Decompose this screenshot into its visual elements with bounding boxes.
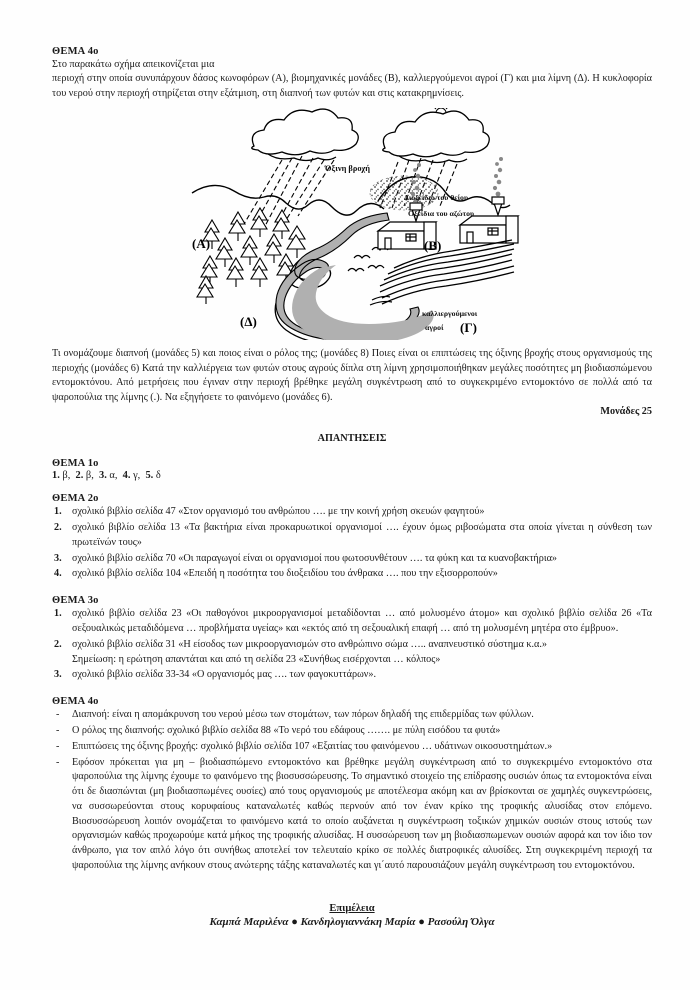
question-intro-line1: Στο παρακάτω σχήμα απεικονίζεται μια <box>52 59 215 70</box>
list-marker: 4. <box>54 568 62 580</box>
question-points: Μονάδες 25 <box>600 406 652 418</box>
theme4-list-item <box>52 724 652 739</box>
figure-label-nitrogen-oxides: Οξείδια του αζώτου <box>408 209 475 219</box>
theme3-list <box>52 607 652 683</box>
list-item-text: Ο ρόλος της διαπνοής: σχολικό βιβλίο σελίδα 88 «Το νερό του εδάφους ……. με πύλη εισόδου τα φυτά» <box>72 724 501 736</box>
list-bullet: - <box>56 709 60 721</box>
list-bullet: - <box>56 740 60 752</box>
footer-name-2: Κανδηλογιαννάκη Μαρία <box>300 916 416 928</box>
figure-label-industry: (Β) <box>424 238 442 254</box>
theme1-item-num-2: 2. <box>75 470 84 482</box>
list-item-note: Σημείωση: η ερώτηση απαντάται και από τη σελίδα 23 «Συνήθως εισέρχονται … κόλπος» <box>72 653 441 665</box>
theme4-list-item <box>52 708 652 723</box>
theme2-list-item <box>52 567 652 582</box>
theme1-item-value-2: β, <box>85 470 94 482</box>
list-marker: 1. <box>54 608 62 620</box>
question-body: Τι ονομάζουμε διαπνοή (μονάδες 5) και ποιος είναι ο ρόλος της; (μονάδες 8) Ποιες είναι οι επιπτώσεις της όξινης βροχής στους οργανισμούς της περιοχής (μονάδες 6) Κατά την καλλιέργεια των φυτών στους αγρούς δίπλα στη λίμνη χρησιμοποιήθηκαν μεγάλες ποσότητες μη βιοδιασπώμενου εντομοκτόνου. Από μετρήσεις που έγιναν στην περιοχή βρέθηκε μεγάλη συγκέντρωση από το συγκεκριμένο εντομοκτόνο σε πολλά από τα ψαροπούλια της λίμνης (.). Να εξηγήσετε το φαινόμενο (μονάδες 6). <box>52 348 652 403</box>
theme2-list-item <box>52 521 652 551</box>
list-bullet: - <box>56 756 60 768</box>
theme1-item-value-3: α, <box>109 470 118 482</box>
footer-name-3: Ρασούλη Όλγα <box>427 916 495 928</box>
theme3-list-item <box>52 638 652 668</box>
list-item-text: σχολικό βιβλίο σελίδα 23 «Οι παθογόνοι μικροοργανισμοί μεταδίδονται … από μολυσμένο άτομο» και σχολικό βιβλίο σελίδα 26 «Τα σεξουαλικώς μεταδιδόμενα … προβλήματα υγείας» και «εκτός από τη σεξουαλική επαφή … από τη μολυσμένη μητέρα στο έμβρυο». <box>72 608 652 635</box>
list-item-text: σχολικό βιβλίο σελίδα 70 «Οι παραγωγοί είναι οι οργανισμοί που φωτοσυνθέτουν …. τα φύκη και τα κυανοβακτήρια» <box>72 552 558 564</box>
list-item-text: σχολικό βιβλίο σελίδα 13 «Τα βακτήρια είναι προκαρυωτικοί οργανισμοί …. έχουν όμως ριβοσώματα στα οποία γίνεται η σύνθεση των πρωτεϊνών τους» <box>72 522 652 548</box>
footer-title: Επιμέλεια <box>329 903 375 914</box>
list-item-text: Επιπτώσεις της όξινης βροχής: σχολικό βιβλίο σελίδα 107 «Εξαιτίας του φαινόμενου … υδάτινων οικοσυστημάτων.» <box>72 740 553 752</box>
theme1-item-value-4: γ, <box>133 470 141 482</box>
theme4-heading: ΘΕΜΑ 4ο <box>52 696 99 708</box>
document-footer <box>52 903 652 928</box>
list-marker: 1. <box>54 506 62 518</box>
theme1-item-num-3: 3. <box>99 470 107 482</box>
figure-label-fields-line2: αγροί <box>425 323 444 333</box>
theme2-list-item <box>52 505 652 520</box>
figure-label-lake: (Δ) <box>240 314 257 330</box>
theme2-list <box>52 505 652 582</box>
theme1-item-value-1: β, <box>62 470 71 482</box>
theme4-list <box>52 708 652 874</box>
theme4-list-item <box>52 740 652 755</box>
list-marker: 3. <box>54 669 62 681</box>
figure-label-acid-rain: Όξινη βροχή <box>325 164 371 174</box>
list-marker: 3. <box>54 552 62 564</box>
theme1-item-num-4: 4. <box>122 470 131 482</box>
list-marker: 2. <box>54 638 62 650</box>
figure-label-sulfur-dioxide: Διοξείδιο του θείου <box>404 193 468 203</box>
list-item-text: σχολικό βιβλίο σελίδα 33-34 «Ο οργανισμός μας …. των φαγοκυττάρων». <box>72 669 377 681</box>
document-content <box>52 46 652 875</box>
theme1-item-value-5: δ <box>155 470 161 482</box>
theme4-list-item <box>52 756 652 874</box>
list-item-text: σχολικό βιβλίο σελίδα 47 «Στον οργανισμό του ανθρώπου …. με την κοινή χρήση σκευών φαγητού» <box>72 506 485 518</box>
theme2-list-item <box>52 552 652 567</box>
footer-separator: ● <box>418 916 425 928</box>
question-heading: ΘΕΜΑ 4ο <box>52 46 99 57</box>
theme1-item-num-5: 5. <box>145 470 154 482</box>
figure-label-fields-line1: καλλιεργούμενοι <box>422 309 478 319</box>
list-item-text: σχολικό βιβλίο σελίδα 104 «Επειδή η ποσότητα του διοξειδίου του άνθρακα …. που την εξισορροπούν» <box>72 568 498 580</box>
list-bullet: - <box>56 724 60 736</box>
cloud-right-shape <box>383 112 490 163</box>
smoke-plume-right <box>493 157 503 196</box>
figure-container <box>52 108 652 340</box>
theme1-item-num-1: 1. <box>52 470 60 482</box>
list-item-text: Διαπνοή: είναι η απομάκρυνση του νερού μέσω των στομάτων, των πόρων δηλαδή της επιδερμίδας των φύλλων. <box>72 709 534 721</box>
theme3-list-item <box>52 607 652 637</box>
theme3-heading: ΘΕΜΑ 3ο <box>52 595 99 607</box>
footer-names <box>52 916 652 928</box>
question-intro-line2: περιοχή στην οποία συνυπάρχουν δάσος κωνοφόρων (Α), βιομηχανικές μονάδες (Β), καλλιεργούμενοι αγροί (Γ) και μια λίμνη (Δ). Η κυκλοφορία του νερού στην περιοχή στηρίζεται στην εξάτμιση, στη διαπνοή των φυτών και στις κατακρημνίσεις. <box>52 73 652 99</box>
footer-name-1: Καμπά Μαριλένα <box>209 916 289 928</box>
theme3-list-item <box>52 668 652 683</box>
factory-right <box>460 197 518 243</box>
theme1-heading: ΘΕΜΑ 1ο <box>52 458 99 470</box>
list-item-text: Εφόσον πρόκειται για μη – βιοδιασπώμενο εντομοκτόνο και βρέθηκε μεγάλη συγκέντρωση από το συγκεκριμένο εντομοκτόνο στα ψαροπούλια της λίμνης έχουμε το φαινόμενο της βιοσυσσώρευσης. Το σημαντικό στοιχείο της επίδρασης ουσιών όπως τα εντομοκτόνα είναι ότι δε διασπώνται (μη βιοδιασπωμένες ουσίες) από τους οργανισμούς με αποτέλεσμα ακόμη και αν βρίσκονται σε χαμηλές συγκεντρώσεις, να συσσωρεύονται στους κορυφαίους καταναλωτές καθώς περνούν από τον έναν κρίκο της τροφικής αλυσίδας στον επόμενο. Βιοσυσσώρευση λοιπόν ονομάζεται το φαινόμενο κατά το οποίο αυξάνεται η συγκέντρωση τοξικών χημικών ουσιών στους ιστούς των οργανισμών καθώς προχωρούμε κατά μήκος της τροφικής αλυσίδας. Η συσσώρευση των μη βιοδιασπωμενων ουσιών αφορά και τον ίδιο τον άνθρωπο, για τον απλό λόγο ότι συνήθως αποτελεί τον τελευταίο κρίκο σε πολλές διατροφικές αλυσίδες. Στη συγκεκριμένη περιοχή τα ψαροπούλια της λίμνης ανήκουν στους ανώτερης τάξης καταναλωτές και γι΄αυτό παρουσιάζουν μεγάλη συγκέντρωση του εντομοκτόνου. <box>72 756 652 871</box>
theme1-answers <box>52 470 652 481</box>
figure-label-fields-marker: (Γ) <box>460 320 477 336</box>
figure-label-forest: (Α) <box>192 236 211 252</box>
answers-title: ΑΠΑΝΤΗΣΕΙΣ <box>317 432 387 444</box>
theme2-heading: ΘΕΜΑ 2ο <box>52 493 99 505</box>
ecosystem-water-cycle-acid-rain-diagram <box>182 108 522 340</box>
list-item-text: σχολικό βιβλίο σελίδα 31 «Η είσοδος των μικροοργανισμών στο ανθρώπινο σώμα ….. αναπνευστικό σύστημα κ.α.» <box>72 638 548 650</box>
footer-separator: ● <box>291 916 298 928</box>
cloud-left-shape <box>252 110 359 161</box>
list-marker: 2. <box>54 522 62 534</box>
